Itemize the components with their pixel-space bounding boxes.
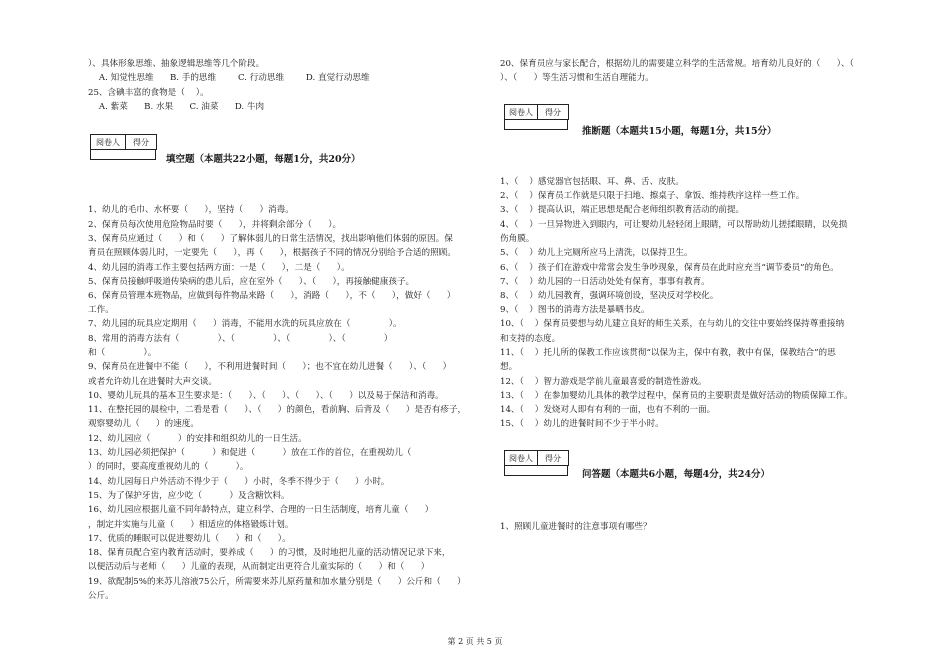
- fill-line-27: 19、欲配制5%的来苏儿溶液75公斤，所需要来苏儿原药量和加水量分别是（ ）公斤和（ ）: [88, 577, 466, 587]
- fill-line-28: 公斤。: [88, 591, 114, 601]
- judge-line-14: 想。: [500, 362, 518, 372]
- judge-line-7: 6、（ ）孩子们在游戏中常常会发生争吵现象，保育员在此时应充当“调节委员”的角色。: [500, 263, 839, 273]
- fill-line-11: 和（ ）。: [88, 348, 157, 358]
- judge-line-16: 13、（ ）在参加婴幼儿具体的教学过程中，保育员的主要职责是做好活动的物质保障工作。: [500, 391, 853, 401]
- fill-line-6: 5、保育员接触呼吸道传染病的患儿后，应在室外（ ）、（ ），再接触健康孩子。: [88, 277, 415, 287]
- judge-line-4: 4、（ ）一旦异物进入到眼内，可让婴幼儿轻轻闭上眼睛，可以帮助幼儿搓揉眼睛，以免损: [500, 220, 848, 230]
- judge-line-11: 10、（ ）保育员要想与幼儿建立良好的师生关系，在与幼儿的交往中要始终保持尊重接纳: [500, 319, 845, 329]
- question-24-tail: ）、具体形象思维、抽象逻辑思维等几个阶段。: [88, 59, 265, 69]
- score-label: 得分: [133, 137, 149, 147]
- section-title-judge: 推断题（本题共15小题，每题1分，共15分）: [582, 126, 777, 137]
- fill-line-15: 11、在整托园的晨检中，二看是看（ ）、（ ）的颜色，看前胸、后背及（ ）是否有疹子，: [88, 405, 467, 415]
- judge-line-10: 9、（ ）图书的消毒方法是暴晒书皮。: [500, 305, 650, 315]
- page-number: 第 2 页 共 5 页: [447, 637, 503, 646]
- judge-line-3: 3、（ ）提高认识，端正思想是配合老师组织教育活动的前提。: [500, 205, 745, 215]
- score-box-fill-blank: [90, 149, 156, 160]
- score-box-qa: [504, 450, 569, 466]
- fill-line-25: 18、保育员配合室内教育活动时，要养成（ ）的习惯，及时地把儿童的活动情况记录下来，: [88, 548, 451, 558]
- fill-line-2: 2、保育员每次使用危险物品时要（ ），并将剩余部分（ ）。: [88, 220, 342, 230]
- fill-question-20-cont: ）、（ ）等生活习惯和生活自理能力。: [500, 73, 654, 83]
- question-25-options: A. 紫菜 B. 水果 C. 油菜 D. 牛肉: [88, 102, 265, 112]
- judge-line-13: 11、（ ）托儿所的保教工作应该贯彻“以保为主，保中有教，教中有保，保教结合”的思: [500, 348, 836, 358]
- qa-line-1: 1、照顾儿童进餐时的注意事项有哪些？: [500, 522, 652, 532]
- judge-line-9: 8、（ ）幼儿园教育，强调环境创设，坚决反对学校化。: [500, 291, 719, 301]
- section-title-qa: 问答题（本题共6小题，每题4分，共24分）: [582, 469, 770, 480]
- judge-line-2: 2、（ ）保育员工作就是只限于扫地、擦桌子、拿饭、维持秩序这样一些工作。: [500, 191, 805, 201]
- judge-line-1: 1、（ ）感觉器官包括眼、耳、鼻、舌、皮肤。: [500, 177, 684, 187]
- score-box-judge: [504, 104, 569, 120]
- fill-line-17: 12、幼儿园应（ ）的安排和组织幼儿的一日生活。: [88, 434, 307, 444]
- fill-line-13: 或者允许幼儿在进餐时大声交谈。: [88, 377, 217, 387]
- fill-line-18: 13、幼儿园必须把保护（ ）和促进（ ）放在工作的首位，在重视幼儿（: [88, 448, 412, 458]
- judge-line-6: 5、（ ）幼儿上完厕所应马上清洗，以保持卫生。: [500, 248, 693, 258]
- score-box-qa-blank: [504, 465, 568, 476]
- fill-question-20: 20、保育员应与家长配合，根据幼儿的需要建立科学的生活常规。培育幼儿良好的（ ）、（: [500, 59, 854, 69]
- fill-line-23: ，制定并实施与儿童（ ）相适应的体格锻炼计划。: [88, 520, 294, 530]
- judge-line-12: 和支持的态度。: [500, 334, 561, 344]
- fill-line-9: 7、幼儿园的玩具应定期用（ ）消毒，不能用水洗的玩具应放在（ ）。: [88, 319, 402, 329]
- fill-line-3: 3、保育员应通过（ ）和（ ）了解体弱儿的日常生活情况，找出影响他们体弱的原因。保: [88, 234, 453, 244]
- fill-line-20: 14、幼儿园每日户外活动不得少于（ ）小时，冬季不得少于（ ）小时。: [88, 477, 390, 487]
- fill-line-22: 16、幼儿园应根据儿童不同年龄特点，建立科学、合理的一日生活制度，培育儿童（ ）: [88, 505, 434, 515]
- fill-line-5: 4、幼儿园的消毒工作主要包括两方面：一是（ ），二是（ ）。: [88, 263, 350, 273]
- grader-label: 阅卷人: [91, 135, 126, 149]
- fill-line-4: 育员在照顾体弱儿时，一定要先（ ），再（ ），根据孩子不同的情况分别给予合适的照顾。: [88, 248, 456, 258]
- grader-label: 阅卷人: [505, 105, 538, 119]
- grader-label: 阅卷人: [505, 451, 538, 465]
- judge-line-15: 12、（ ）智力游戏是学前儿童最喜爱的制造性游戏。: [500, 377, 707, 387]
- fill-line-10: 8、常用的消毒方法有（ ）、（ ）、（ ）、（ ）: [88, 334, 393, 344]
- question-24-options: A. 知觉性思维 B. 手的思维 C. 行动思维 D. 直觉行动思维: [88, 73, 370, 83]
- fill-line-7: 6、保育员管理本班物品，应做到每件物品来路（ ），消路（ ），不（ ），做好（ ）: [88, 291, 456, 301]
- fill-line-8: 工作。: [88, 305, 114, 315]
- fill-line-26: 以便活动后与老师（ ）儿童的表现，从而制定出更符合儿童实际的（ ）和（ ）: [88, 562, 430, 572]
- fill-line-1: 1、幼儿的毛巾、水杯要（ ），坚持（ ）消毒。: [88, 205, 294, 215]
- fill-line-21: 15、为了保护牙齿，应少吃（ ）及含糖饮料。: [88, 491, 290, 501]
- judge-line-8: 7、（ ）幼儿园的一日活动处处有保育，事事有教育。: [500, 277, 710, 287]
- score-box-judge-blank: [504, 119, 568, 130]
- fill-line-19: ）的同时，要高度重视幼儿的（ ）。: [88, 462, 249, 472]
- section-title-fill: 填空题（本题共22小题，每题1分，共20分）: [166, 154, 361, 165]
- fill-line-16: 观察婴幼儿（ ）的速度。: [88, 419, 199, 429]
- score-label: 得分: [545, 107, 561, 117]
- fill-line-12: 9、保育员在进餐中不能（ ），不利用进餐时间（ ）；也不宜在幼儿进餐（ ）、（ ）: [88, 362, 452, 372]
- score-box-fill: [90, 134, 157, 150]
- fill-line-24: 17、优质的睡眠可以促进婴幼儿（ ）和（ ）。: [88, 534, 291, 544]
- judge-line-5: 伤角膜。: [500, 234, 535, 244]
- score-label: 得分: [545, 453, 561, 463]
- fill-line-14: 10、婴幼儿玩具的基本卫生要求是：（ ）、（ ）、（ ）、（ ）以及易于保洁和消毒。: [88, 391, 444, 401]
- judge-line-18: 15、（ ）幼儿的进餐时间不少于半小时。: [500, 419, 664, 429]
- question-25: 25、含碘丰富的食物是（ ）。: [88, 88, 209, 98]
- judge-line-17: 14、（ ）发烧对人即有有利的一面，也有不利的一面。: [500, 405, 716, 415]
